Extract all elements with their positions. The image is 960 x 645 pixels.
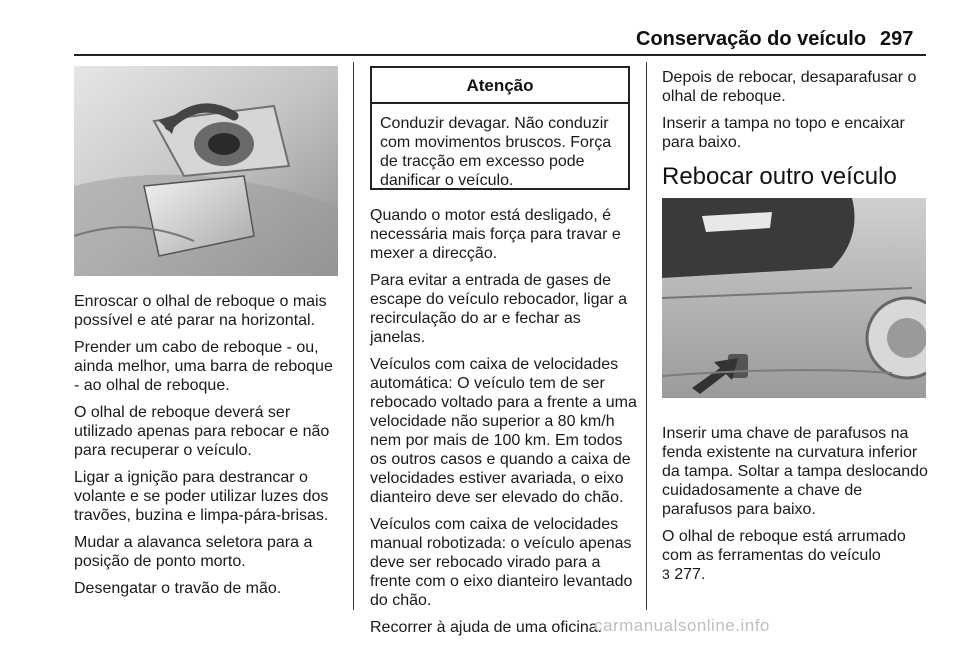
paragraph: Ligar a ignição para destrancar o volante e se poder utilizar luzes dos travões, buzina e limpa-pára-brisas. (74, 469, 329, 524)
paragraph: Mudar a alavanca seletora para a posição de ponto morto. (74, 534, 313, 570)
section-heading: Rebocar outro veículo (662, 163, 897, 190)
paragraph: Veículos com caixa de velocidades automática: O veículo tem de ser rebocado voltado para a frente a uma velocidade não superior a 80 km/h nem por mais de 100 km. Em todos os outros casos e quando a caixa de velocidades estiver avariada, o eixo dianteiro deve ser elevado do chão. (370, 356, 637, 506)
column-3-top-text (662, 68, 928, 160)
page-section-title: Conservação do veículo (636, 28, 867, 50)
rear-bumper-photo (662, 198, 926, 398)
paragraph: Recorrer à ajuda de uma oficina. (370, 619, 603, 636)
page-reference-link[interactable]: 277. (674, 566, 706, 583)
paragraph: Depois de rebocar, desaparafusar o olhal de reboque. (662, 69, 917, 105)
warning-title: Atenção (372, 68, 628, 104)
paragraph (662, 527, 928, 584)
paragraph: Enroscar o olhal de reboque o mais possível e até parar na horizontal. (74, 293, 327, 329)
paragraph: Para evitar a entrada de gases de escape do veículo rebocador, ligar a recirculação do ar e fechar as janelas. (370, 272, 628, 346)
watermark: carmanualsonline.info (594, 616, 770, 635)
column-1-text (74, 292, 342, 606)
warning-box (370, 66, 630, 190)
paragraph: O olhal de reboque deverá ser utilizado apenas para rebocar e não para recuperar o veículo. (74, 404, 330, 459)
column-divider-left (353, 62, 354, 610)
warning-text: Conduzir devagar. Não conduzir com movimentos bruscos. Força de tracção em excesso pode danificar o veículo. (380, 115, 612, 189)
column-3-bottom-text (662, 424, 928, 584)
paragraph: Inserir a tampa no topo e encaixar para baixo. (662, 115, 905, 151)
paragraph: Desengatar o travão de mão. (74, 580, 282, 597)
column-2-text (370, 206, 638, 645)
paragraph: Inserir uma chave de parafusos na fenda existente na curvatura inferior da tampa. Soltar a tampa deslocando cuidadosamente a chave de parafusos para baixo. (662, 425, 928, 518)
paragraph-text: O olhal de reboque está arrumado com as ferramentas do veículo (662, 528, 906, 564)
page-number: 297 (880, 28, 914, 50)
paragraph: Veículos com caixa de velocidades manual robotizada: o veículo apenas deve ser rebocado virado para a frente com o eixo dianteiro levantado do chão. (370, 516, 633, 609)
paragraph: Prender um cabo de reboque - ou, ainda melhor, uma barra de reboque - ao olhal de reboque. (74, 339, 333, 394)
page-reference-icon: 3 (662, 566, 670, 582)
paragraph: Quando o motor está desligado, é necessária mais força para travar e mexer a direcção. (370, 207, 621, 262)
front-tow-eye-photo (74, 66, 338, 276)
header-rule (74, 54, 926, 56)
column-divider-right (646, 62, 647, 610)
